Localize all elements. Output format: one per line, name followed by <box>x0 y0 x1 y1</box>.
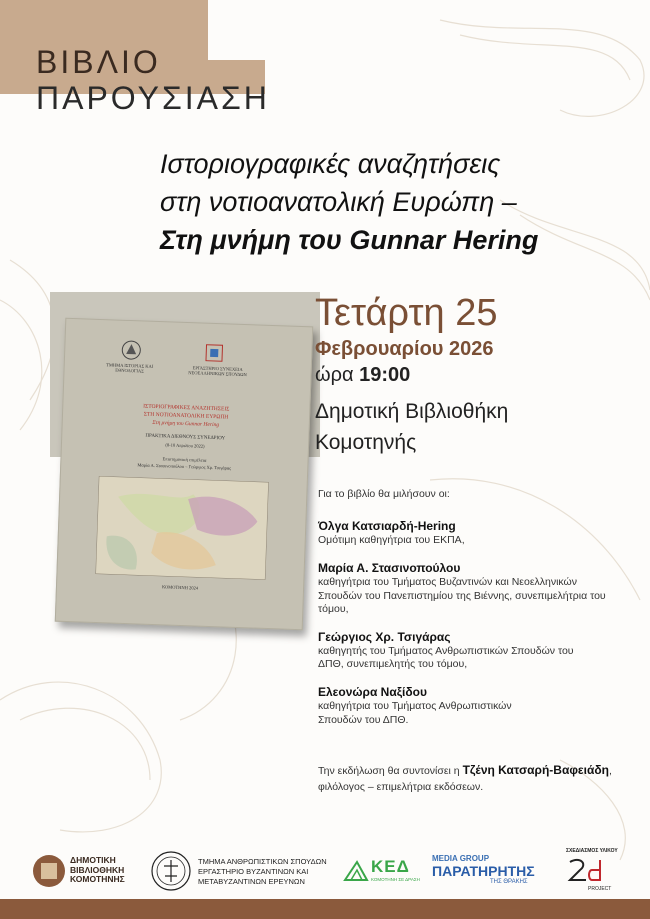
ked-logo-text: ΚΕΔ <box>371 857 410 876</box>
event-month-year: Φεβρουαρίου 2026 <box>315 338 494 360</box>
library-logo-text <box>70 856 125 885</box>
cover-editors-label: Επιστημονική επιμέλεια <box>162 456 207 463</box>
speaker-name: Γεώργιος Χρ. Τσιγάρας <box>318 630 451 645</box>
speakers-intro: Για το βιβλίο θα μιλήσουν οι: <box>318 488 450 500</box>
coordinator-post: , φιλόλογος – επιμελήτρια εκδόσεων. <box>318 765 612 793</box>
coordinator-pre: Την εκδήλωση θα συντονίσει η <box>318 765 460 777</box>
speaker-name: Ελεονώρα Ναξίδου <box>318 685 427 700</box>
library-logo-line2: ΒΙΒΛΙΟΘΗΚΗ <box>70 864 125 875</box>
speaker-name: Όλγα Κατσιαρδή-Hering <box>318 519 456 534</box>
event-time-label: ώρα <box>315 364 354 386</box>
speaker-description: καθηγήτρια του Τμήματος Βυζαντινών και Νεοελληνικών Σπουδών του Πανεπιστημίου της Βιέννης, συνεπιμελήτρια του τόμου, <box>318 576 606 615</box>
footer-logos <box>0 840 650 900</box>
speaker-description: καθηγήτρια του Τμήματος Ανθρωπιστικών Σπουδών του ΔΠΘ. <box>318 700 512 726</box>
header-title-line2: ΠΑΡΟΥΣΙΑΣΗ <box>36 80 270 116</box>
coordinator-name: Τζένη Κατσαρή-Βαφειάδη <box>462 763 609 777</box>
library-logo-icon <box>32 854 66 888</box>
media-group-name: ΠΑΡΑΤΗΡΗΤΗΣ <box>432 863 535 879</box>
university-emblem-icon <box>120 339 143 362</box>
book-title-line1: Ιστοριογραφικές αναζητήσεις <box>160 149 501 179</box>
event-time <box>315 364 410 387</box>
dept-logo-line1: ΤΜΗΜΑ ΑΝΘΡΩΠΙΣΤΙΚΩΝ ΣΠΟΥΔΩΝ <box>198 857 327 866</box>
media-group-label: MEDIA GROUP <box>432 854 490 863</box>
ked-logo-subtext: ΚΟΜΟΤΗΝΗ ΣΕ ΔΡΑΣΗ <box>371 877 420 882</box>
header-title-line1: ΒΙΒΛΙΟ <box>36 44 161 80</box>
cover-institution-left: ΤΜΗΜΑ ΙΣΤΟΡΙΑΣ ΚΑΙ ΕΘΝΟΛΟΓΙΑΣ <box>106 362 154 374</box>
speaker-item <box>318 561 638 616</box>
speakers-section <box>318 488 638 741</box>
cover-editors: Μαρία Α. Στασινοπούλου – Γεώργιος Χρ. Τσιγάρας <box>137 462 232 471</box>
event-venue-line1: Δημοτική Βιβλιοθήκη <box>315 400 509 423</box>
speaker-item <box>318 519 638 547</box>
speaker-item <box>318 630 638 671</box>
library-logo-line3: ΚΟΜΟΤΗΝΗΣ <box>70 874 125 884</box>
cover-title-red-3: Στη μνήμη του Gunnar Hering <box>152 419 220 429</box>
lab-emblem-icon <box>205 344 224 363</box>
event-time-value: 19:00 <box>359 364 411 386</box>
dept-logo-text <box>198 857 327 887</box>
speaker-description: Ομότιμη καθηγήτρια του ΕΚΠΑ, <box>318 534 465 547</box>
bottom-color-bar <box>0 899 650 919</box>
book-title <box>160 145 630 259</box>
cover-title-red-2: ΣΤΗ ΝΟΤΙΟΑΝΑΤΟΛΙΚΗ ΕΥΡΩΠΗ <box>143 411 229 421</box>
ked-logo-icon <box>343 858 369 882</box>
media-group-sub: ΤΗΣ ΘΡΑΚΗΣ <box>490 879 528 885</box>
cover-proceedings: ΠΡΑΚΤΙΚΑ ΔΙΕΘΝΟΥΣ ΣΥΝΕΔΡΙΟΥ <box>145 433 226 442</box>
event-date: Τετάρτη 25 <box>315 292 498 334</box>
dept-logo-line2: ΕΡΓΑΣΤΗΡΙΟ ΒΥΖΑΝΤΙΝΩΝ ΚΑΙ <box>198 867 309 876</box>
cover-institution-right: ΕΡΓΑΣΤΗΡΙΟ ΣΥΝΕΧΕΙΑ ΝΕΟΕΛΛΗΝΙΚΩΝ ΣΠΟΥΔΩΝ <box>188 365 247 378</box>
event-venue-line2: Κομοτηνής <box>315 431 417 454</box>
design-label: ΣΧΕΔΙΑΣΜΟΣ ΥΛΙΚΟΥ <box>566 848 618 854</box>
book-title-line3: Στη μνήμη του Gunnar Hering <box>160 225 539 255</box>
cover-map-image <box>95 476 268 580</box>
cover-title-red-1: ΙΣΤΟΡΙΟΓΡΑΦΙΚΕΣ ΑΝΑΖΗΤΗΣΕΙΣ <box>143 403 230 413</box>
library-logo-line1: ΔΗΜΟΤΙΚΗ <box>70 855 116 865</box>
byzantine-lab-emblem-icon <box>150 850 192 892</box>
cover-dates: (8-10 Απριλίου 2022) <box>165 442 205 449</box>
design-logo-icon <box>566 856 622 886</box>
design-project-label: PROJECT <box>588 886 612 892</box>
coordinator-text <box>318 763 638 795</box>
book-title-line2: στη νοτιοανατολική Ευρώπη – <box>160 187 517 217</box>
speaker-item <box>318 685 638 726</box>
speaker-name: Μαρία Α. Στασινοπούλου <box>318 561 461 576</box>
book-cover-image <box>55 318 313 630</box>
cover-city-year: ΚΟΜΟΤΗΝΗ 2024 <box>161 584 199 591</box>
dept-logo-line3: ΜΕΤΑΒΥΖΑΝΤΙΝΩΝ ΕΡΕΥΝΩΝ <box>198 877 305 886</box>
speaker-description: καθηγητής του Τμήματος Ανθρωπιστικών Σπουδών του ΔΠΘ, συνεπιμελητής του τόμου, <box>318 645 574 671</box>
event-venue <box>315 396 508 458</box>
